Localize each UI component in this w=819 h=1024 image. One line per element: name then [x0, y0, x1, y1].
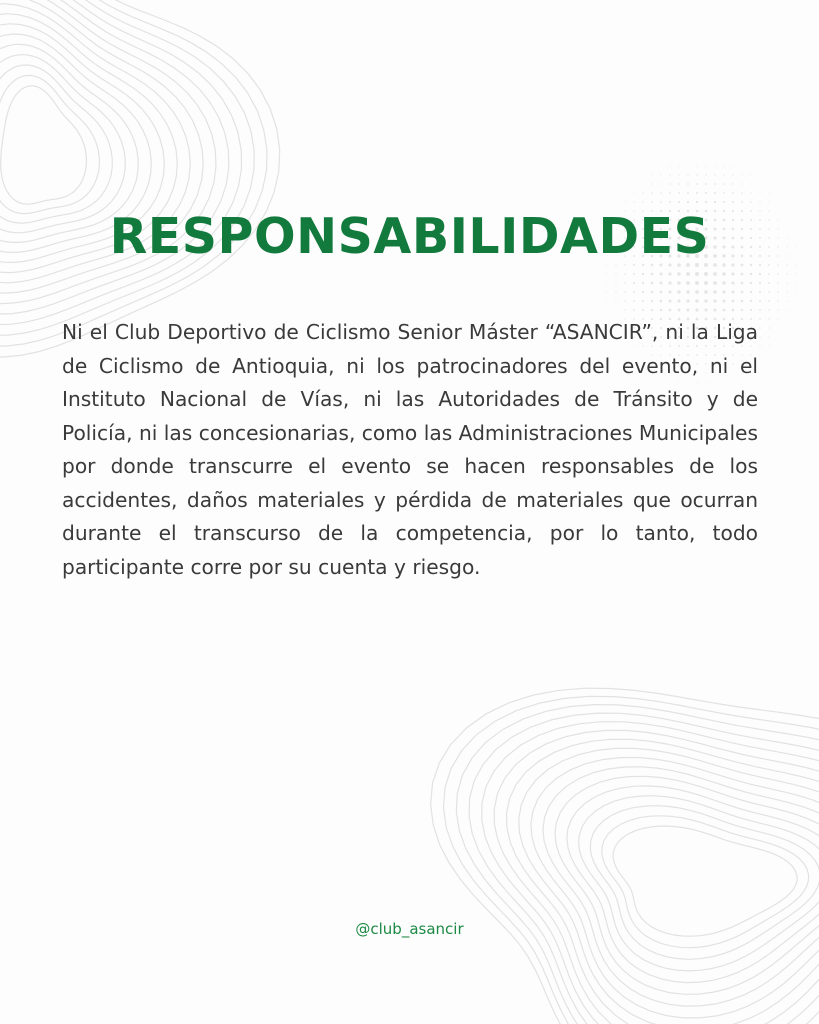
halftone-dot	[705, 165, 706, 166]
halftone-dot	[732, 183, 733, 184]
halftone-dot	[768, 336, 769, 337]
halftone-dot	[768, 291, 770, 293]
halftone-dot	[731, 281, 734, 284]
halftone-dot	[750, 201, 752, 203]
halftone-dot	[643, 175, 644, 176]
halftone-dot	[759, 273, 761, 275]
halftone-dot	[786, 282, 787, 283]
halftone-dot	[787, 310, 788, 311]
halftone-dot	[796, 292, 797, 293]
halftone-dot	[687, 174, 688, 175]
halftone-dot	[624, 273, 626, 275]
halftone-dot	[633, 300, 635, 302]
topographic-lines-bottom-right	[431, 688, 819, 1024]
halftone-dot	[633, 309, 635, 311]
halftone-dot	[704, 272, 708, 276]
halftone-dot	[778, 202, 779, 203]
halftone-dot	[669, 201, 671, 203]
halftone-dot	[686, 272, 690, 276]
halftone-dot	[695, 272, 699, 276]
page-title: RESPONSABILIDADES	[109, 208, 710, 265]
halftone-dot	[678, 183, 680, 185]
halftone-dot	[668, 281, 671, 284]
halftone-dot	[777, 300, 778, 301]
halftone-dot	[660, 273, 663, 276]
halftone-dot	[750, 300, 752, 302]
halftone-dot	[768, 282, 770, 284]
halftone-dot	[759, 309, 761, 311]
halftone-dot	[731, 272, 734, 275]
halftone-dot	[704, 299, 707, 302]
halftone-dot	[741, 300, 744, 303]
halftone-dot	[652, 175, 653, 176]
halftone-dot	[670, 166, 671, 167]
halftone-dot	[651, 192, 652, 193]
halftone-dot	[742, 166, 743, 167]
halftone-dot	[778, 328, 779, 329]
topo-line	[0, 0, 280, 357]
halftone-dot	[633, 201, 634, 202]
halftone-dot	[706, 157, 707, 158]
halftone-dot	[777, 273, 779, 275]
halftone-dot	[661, 166, 662, 167]
halftone-dot	[759, 291, 761, 293]
halftone-dot	[688, 157, 689, 158]
halftone-dot	[607, 283, 608, 284]
halftone-dot	[741, 273, 744, 276]
halftone-dot	[777, 309, 778, 310]
halftone-dot	[732, 192, 734, 194]
halftone-dot	[651, 201, 653, 203]
halftone-dot	[660, 201, 662, 203]
halftone-dot	[777, 318, 778, 319]
halftone-dot	[759, 318, 761, 320]
halftone-dot	[669, 192, 671, 194]
halftone-dot	[796, 301, 797, 302]
halftone-dot	[723, 201, 725, 203]
halftone-dot	[768, 300, 770, 302]
halftone-dot	[687, 192, 689, 194]
halftone-dot	[687, 183, 689, 185]
halftone-dot	[786, 300, 787, 301]
topo-line	[0, 0, 267, 346]
topo-line	[567, 786, 819, 983]
social-handle: @club_asancir	[355, 920, 464, 938]
halftone-dot	[624, 291, 626, 293]
halftone-dot	[768, 309, 770, 311]
halftone-dot	[787, 328, 788, 329]
topo-line	[555, 776, 819, 994]
halftone-dot	[714, 183, 716, 185]
halftone-dot	[678, 165, 679, 166]
halftone-dot	[759, 192, 760, 193]
halftone-dot	[741, 183, 742, 184]
halftone-dot	[768, 273, 770, 275]
halftone-dot	[732, 300, 735, 303]
halftone-dot	[660, 192, 662, 194]
halftone-dot	[777, 282, 779, 284]
halftone-dot	[760, 184, 761, 185]
halftone-dot	[615, 291, 616, 292]
halftone-dot	[751, 175, 752, 176]
halftone-dot	[769, 355, 770, 356]
responsibility-paragraph: Ni el Club Deportivo de Ciclismo Senior Máster “ASANCIR”, ni la Liga de Ciclismo de Antioquia, ni los patrocinadores del evento, ni el Instituto Nacional de Vías, ni las Autoridades de Tránsito y de Policía, ni las concesionarias, como las Administraciones Municipales por donde transcurre el evento se hacen responsables de los accidentes, daños materiales y pérdida de materiales que ocurran durante el transcurso de la competencia, por lo tanto, todo participante corre por su cuenta y riesgo.	[62, 320, 758, 579]
halftone-dot	[704, 308, 707, 311]
halftone-dot	[760, 355, 761, 356]
halftone-dot	[678, 201, 680, 203]
halftone-dot	[615, 273, 616, 274]
halftone-dot	[651, 291, 654, 294]
halftone-dot	[642, 192, 643, 193]
halftone-dot	[732, 201, 734, 203]
halftone-dot	[750, 309, 752, 311]
halftone-dot	[741, 174, 742, 175]
halftone-dot	[759, 282, 761, 284]
halftone-dot	[642, 282, 644, 284]
halftone-dot	[787, 319, 788, 320]
halftone-dot	[651, 183, 652, 184]
halftone-dot	[769, 193, 770, 194]
halftone-dot	[713, 281, 717, 285]
halftone-dot	[686, 308, 689, 311]
halftone-dot	[733, 166, 734, 167]
halftone-dot	[660, 174, 661, 175]
halftone-dot	[759, 345, 760, 346]
halftone-dot	[722, 290, 725, 293]
halftone-dot	[697, 157, 698, 158]
halftone-dot	[786, 273, 787, 274]
halftone-dot	[796, 283, 797, 284]
halftone-dot	[705, 183, 707, 185]
halftone-dot	[651, 309, 653, 311]
topographic-lines-top-left	[0, 0, 280, 357]
halftone-dot	[642, 300, 644, 302]
halftone-dot	[624, 309, 625, 310]
halftone-dot	[634, 193, 635, 194]
halftone-dot	[750, 183, 751, 184]
halftone-dot	[741, 192, 743, 194]
topo-line	[1, 86, 87, 204]
halftone-dot	[759, 327, 761, 329]
halftone-dot	[678, 174, 679, 175]
halftone-dot	[634, 184, 635, 185]
halftone-dot	[696, 165, 697, 166]
halftone-dot	[704, 290, 708, 294]
halftone-dot	[695, 299, 698, 302]
halftone-dot	[723, 165, 724, 166]
halftone-dot	[750, 273, 753, 276]
halftone-dot	[705, 192, 707, 194]
topo-line	[507, 739, 819, 1024]
halftone-dot	[687, 201, 689, 203]
halftone-dot	[778, 337, 779, 338]
halftone-dot	[677, 299, 680, 302]
halftone-dot	[704, 281, 708, 285]
halftone-dot	[607, 274, 608, 275]
halftone-dot	[759, 201, 760, 202]
halftone-dot	[668, 290, 671, 293]
halftone-dot	[660, 282, 663, 285]
halftone-dot	[713, 290, 717, 294]
halftone-dot	[750, 192, 751, 193]
halftone-dot	[695, 281, 699, 285]
halftone-dot	[786, 291, 787, 292]
halftone-dot	[714, 201, 716, 203]
halftone-dot	[615, 309, 616, 310]
halftone-dot	[741, 291, 744, 294]
halftone-dot	[669, 183, 670, 184]
halftone-dot	[607, 292, 608, 293]
halftone-dot	[732, 291, 735, 294]
halftone-dot	[768, 327, 769, 328]
halftone-dot	[615, 300, 616, 301]
halftone-dot	[722, 281, 725, 284]
halftone-dot	[651, 300, 653, 302]
halftone-dot	[696, 174, 697, 175]
halftone-dot	[660, 300, 663, 303]
halftone-dot	[768, 318, 769, 319]
halftone-dot	[633, 282, 635, 284]
halftone-dot	[705, 201, 707, 203]
halftone-dot	[633, 291, 635, 293]
halftone-dot	[642, 273, 644, 275]
halftone-dot	[660, 291, 663, 294]
halftone-dot	[714, 174, 715, 175]
halftone-dot	[687, 165, 688, 166]
halftone-dot	[607, 301, 608, 302]
halftone-dot	[768, 201, 769, 202]
halftone-dot	[759, 336, 760, 337]
halftone-dot	[714, 192, 716, 194]
halftone-dot	[722, 299, 725, 302]
halftone-dot	[643, 184, 644, 185]
halftone-dot	[696, 192, 698, 194]
halftone-dot	[769, 346, 770, 347]
halftone-dot	[741, 282, 744, 285]
halftone-dot	[713, 299, 716, 302]
halftone-dot	[696, 201, 698, 203]
halftone-dot	[624, 282, 626, 284]
halftone-dot	[760, 364, 761, 365]
halftone-dot	[677, 281, 681, 285]
halftone-dot	[677, 272, 681, 276]
halftone-dot	[750, 291, 752, 293]
halftone-dot	[677, 290, 680, 293]
halftone-dot	[741, 309, 743, 311]
halftone-dot	[732, 309, 735, 312]
halftone-dot	[633, 273, 635, 275]
halftone-dot	[679, 157, 680, 158]
halftone-dot	[669, 300, 672, 303]
halftone-dot	[695, 290, 699, 294]
halftone-dot	[777, 291, 778, 292]
halftone-dot	[723, 183, 725, 185]
halftone-dot	[722, 272, 726, 276]
halftone-dot	[741, 201, 743, 203]
halftone-dot	[642, 291, 644, 293]
halftone-dot	[607, 310, 608, 311]
halftone-dot	[732, 174, 733, 175]
halftone-dot	[750, 282, 752, 284]
halftone-dot	[642, 309, 644, 311]
halftone-dot	[625, 202, 626, 203]
halftone-dot	[686, 290, 690, 294]
halftone-dot	[678, 309, 681, 312]
halftone-dot	[669, 309, 672, 312]
halftone-dot	[723, 174, 724, 175]
halftone-dot	[669, 174, 670, 175]
halftone-dot	[678, 192, 680, 194]
halftone-dot	[696, 183, 698, 185]
halftone-dot	[759, 300, 761, 302]
halftone-dot	[625, 193, 626, 194]
topo-line	[444, 696, 819, 1024]
halftone-dot	[615, 282, 616, 283]
halftone-dot	[796, 274, 797, 275]
halftone-dot	[660, 183, 661, 184]
halftone-dot	[714, 165, 715, 166]
halftone-dot	[715, 157, 716, 158]
halftone-dot	[686, 281, 690, 285]
halftone-dot	[651, 273, 654, 276]
halftone-dot	[723, 309, 726, 312]
halftone-dot	[695, 308, 698, 311]
halftone-dot	[713, 308, 716, 311]
halftone-dot	[624, 300, 625, 301]
halftone-dot	[705, 174, 706, 175]
halftone-dot	[668, 272, 671, 275]
halftone-dot	[642, 201, 643, 202]
halftone-dot	[651, 282, 654, 285]
halftone-dot	[724, 157, 725, 158]
halftone-dot	[686, 299, 689, 302]
halftone-dot	[723, 192, 725, 194]
halftone-dot	[660, 309, 663, 312]
halftone-dot	[713, 272, 717, 276]
